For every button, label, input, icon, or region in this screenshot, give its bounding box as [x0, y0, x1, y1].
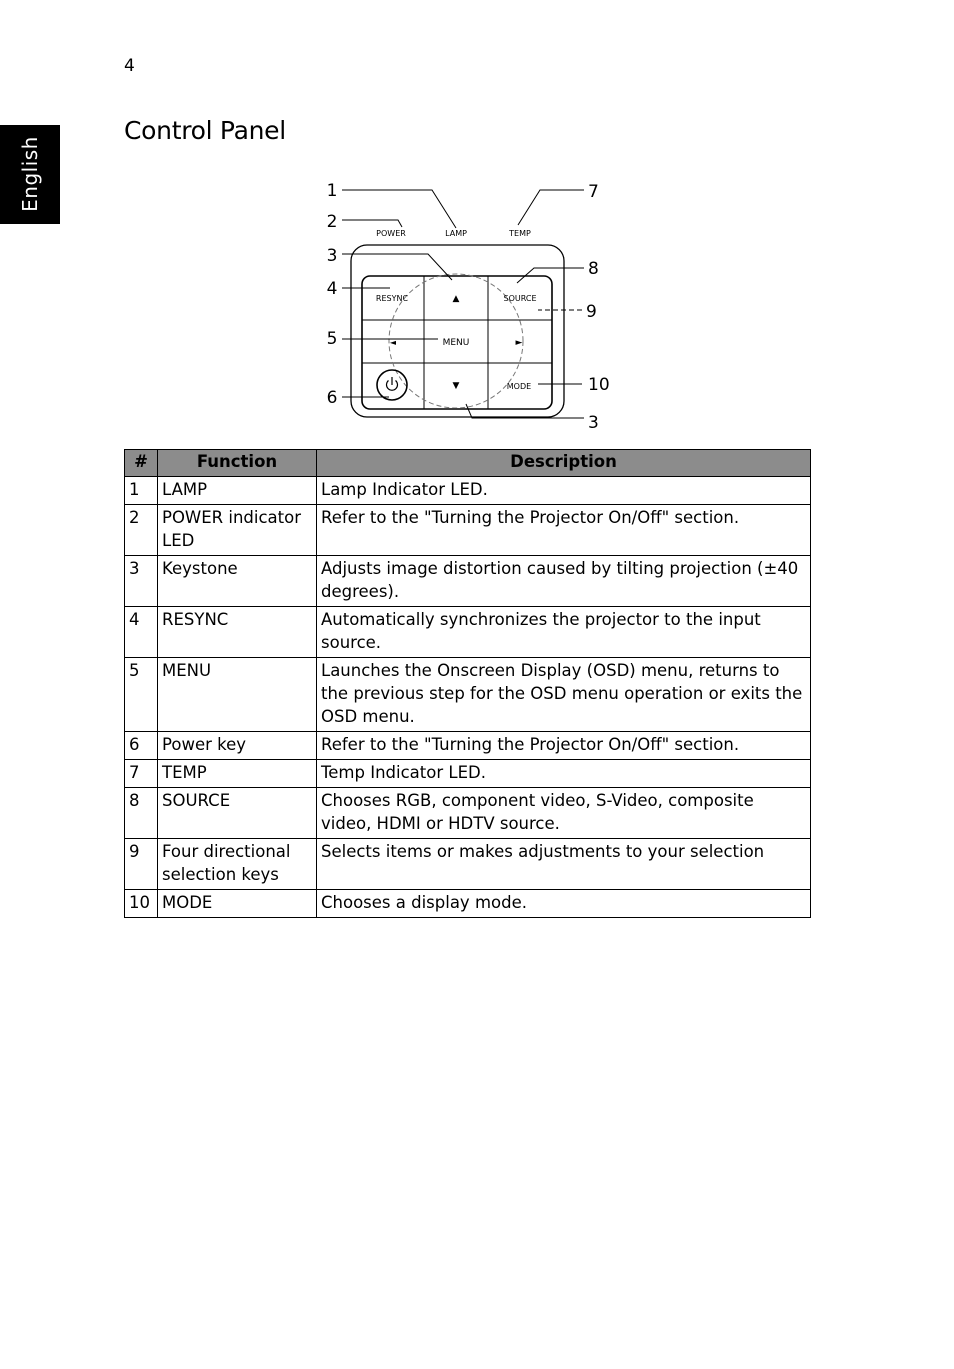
table-row — [125, 788, 811, 839]
row-function: Power key — [158, 732, 317, 760]
row-description: Chooses RGB, component video, S-Video, composite video, HDMI or HDTV source. — [317, 788, 811, 839]
right-arrow-icon: ► — [515, 338, 523, 348]
table-header-row — [125, 450, 811, 477]
down-arrow-icon: ▼ — [452, 381, 460, 391]
row-description: Automatically synchronizes the projector to the input source. — [317, 607, 811, 658]
table-row — [125, 477, 811, 505]
row-number: 5 — [125, 658, 158, 732]
row-description: Launches the Onscreen Display (OSD) menu, returns to the previous step for the OSD menu operation or exits the OSD menu. — [317, 658, 811, 732]
control-panel-diagram — [300, 170, 630, 440]
power-icon — [377, 370, 407, 400]
callout-4: 4 — [326, 279, 338, 299]
section-title: Control Panel — [124, 116, 286, 145]
table-row — [125, 839, 811, 890]
row-description: Refer to the "Turning the Projector On/Off" section. — [317, 732, 811, 760]
row-function: MENU — [158, 658, 317, 732]
table-row — [125, 556, 811, 607]
table-row — [125, 607, 811, 658]
row-function: SOURCE — [158, 788, 317, 839]
up-arrow-icon: ▲ — [452, 294, 460, 304]
row-number: 4 — [125, 607, 158, 658]
row-function: LAMP — [158, 477, 317, 505]
panel-outer-frame — [351, 245, 564, 417]
callout-3: 3 — [326, 246, 338, 266]
row-number: 8 — [125, 788, 158, 839]
column-header-description: Description — [317, 450, 811, 477]
page-number: 4 — [124, 56, 135, 76]
row-number: 10 — [125, 890, 158, 918]
column-header-number: # — [125, 450, 158, 477]
row-description: Adjusts image distortion caused by tilting projection (±40 degrees). — [317, 556, 811, 607]
callout-6: 6 — [326, 388, 338, 408]
row-function: TEMP — [158, 760, 317, 788]
row-description: Selects items or makes adjustments to your selection — [317, 839, 811, 890]
row-number: 9 — [125, 839, 158, 890]
mode-button-label: MODE — [506, 382, 532, 391]
callout-2: 2 — [326, 212, 338, 232]
menu-button-label: MENU — [442, 338, 470, 348]
power-indicator-label: POWER — [376, 229, 406, 238]
table-row — [125, 505, 811, 556]
callout-8: 8 — [588, 259, 599, 279]
resync-button-label: RESYNC — [375, 294, 409, 303]
row-number: 1 — [125, 477, 158, 505]
callout-7: 7 — [588, 182, 599, 202]
callout-10: 10 — [588, 375, 610, 395]
language-tab-label: English — [18, 136, 42, 212]
callout-leader-lines — [342, 190, 584, 418]
table-row — [125, 890, 811, 918]
function-table — [124, 449, 811, 918]
left-arrow-icon: ◄ — [389, 338, 397, 347]
callout-9: 9 — [586, 302, 597, 322]
row-description: Chooses a display mode. — [317, 890, 811, 918]
temp-indicator-label: TEMP — [509, 229, 531, 238]
row-function: MODE — [158, 890, 317, 918]
table-row — [125, 658, 811, 732]
row-function: RESYNC — [158, 607, 317, 658]
row-description: Refer to the "Turning the Projector On/Off" section. — [317, 505, 811, 556]
callout-1: 1 — [326, 181, 338, 201]
row-function: Four directional selection keys — [158, 839, 317, 890]
row-number: 6 — [125, 732, 158, 760]
lamp-indicator-label: LAMP — [445, 229, 467, 238]
source-button-label: SOURCE — [503, 294, 537, 303]
row-function: Keystone — [158, 556, 317, 607]
row-number: 7 — [125, 760, 158, 788]
callout-5: 5 — [326, 329, 338, 349]
table-row — [125, 732, 811, 760]
row-function: POWER indicator LED — [158, 505, 317, 556]
language-tab — [0, 125, 60, 224]
callout-3-lower: 3 — [588, 413, 599, 433]
column-header-function: Function — [158, 450, 317, 477]
row-number: 2 — [125, 505, 158, 556]
row-number: 3 — [125, 556, 158, 607]
row-description: Temp Indicator LED. — [317, 760, 811, 788]
table-row — [125, 760, 811, 788]
row-description: Lamp Indicator LED. — [317, 477, 811, 505]
